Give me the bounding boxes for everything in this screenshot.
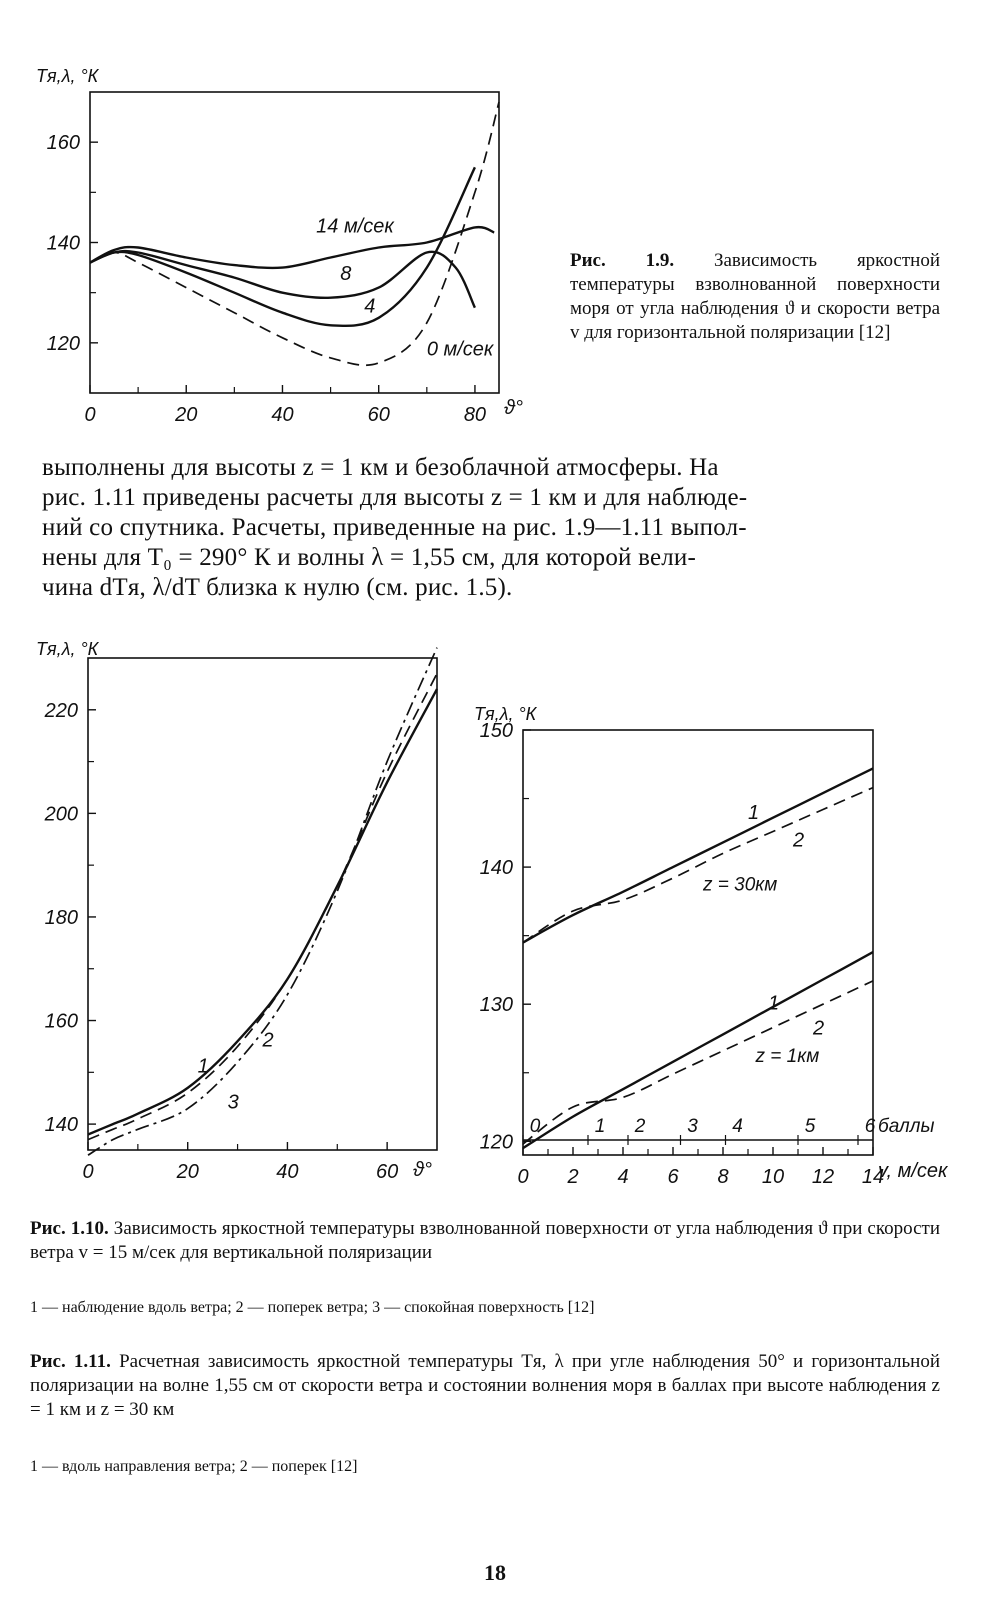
- fig-1-11-caption-number: Рис. 1.11.: [30, 1351, 111, 1372]
- page-number: 18: [484, 1560, 506, 1585]
- y-tick-label: 140: [46, 232, 80, 255]
- x-axis-label: ϑ°: [504, 397, 523, 419]
- x-tick-label: 20: [176, 1161, 199, 1183]
- y-tick-label: 140: [479, 857, 513, 880]
- x-tick-label: 2: [567, 1166, 579, 1188]
- fig-1-9-caption-text: Зависимость яркостной температуры взволнованной поверхности моря от угла наблюдения ϑ и скорости ветра v для горизонтальной поляризации [12]: [570, 250, 940, 343]
- y-tick-label: 120: [46, 332, 80, 355]
- body-line: рис. 1.11 приведены расчеты для высоты z = 1 км и для наблюде-: [42, 484, 748, 511]
- fig-1-10-legend: [30, 1298, 940, 1318]
- y-tick-label: 160: [44, 1010, 78, 1033]
- ball-tick-label: 4: [732, 1116, 743, 1137]
- x-tick-label: 60: [367, 404, 390, 426]
- body-line: выполнены для высоты z = 1 км и безоблачной атмосферы. На: [42, 454, 719, 481]
- series-line-4: [523, 981, 873, 1144]
- series-label: 2: [813, 1017, 825, 1040]
- series-line-3: [523, 952, 873, 1148]
- series-label: 4: [364, 295, 376, 318]
- y-axis-label: Tя,λ, °К: [474, 704, 537, 724]
- x-tick-label: 14: [861, 1166, 885, 1188]
- series-label: 3: [227, 1091, 239, 1114]
- ball-tick-label: 2: [634, 1116, 646, 1137]
- x-tick-label: 12: [811, 1166, 835, 1188]
- fig-1-9-caption-number: Рис. 1.9.: [570, 250, 675, 271]
- fig-1-10-caption-number: Рис. 1.10.: [30, 1218, 109, 1239]
- y-tick-label: 200: [44, 803, 78, 826]
- x-tick-label: 40: [271, 404, 294, 426]
- x-axis-label: ϑ°: [413, 1159, 432, 1181]
- y-tick-label: 160: [46, 132, 80, 155]
- series-label: 14 м/сек: [316, 215, 394, 238]
- y-tick-label: 220: [44, 699, 78, 722]
- y-tick-label: 140: [44, 1114, 78, 1137]
- series-label: 8: [340, 263, 352, 286]
- y-axis-label: Tя,λ, °К: [36, 639, 99, 659]
- ball-tick-label: 5: [804, 1116, 816, 1137]
- fig-1-11-caption-text: Расчетная зависимость яркостной температуры Tя, λ при угле наблюдения 50° и горизонтальной поляризации на волне 1,55 см от скорости ветра и состоянии волнения моря в баллах при высоте наблюдения z = 1 км и z = 30 км: [30, 1351, 940, 1420]
- body-line: нены для T₀ = 290° К и волны λ = 1,55 см, для которой вели-: [42, 544, 697, 571]
- series-label: 2: [793, 829, 805, 852]
- y-tick-label: 150: [479, 720, 513, 742]
- y-tick-label: 180: [44, 906, 78, 929]
- x-tick-label: 4: [617, 1166, 629, 1188]
- fig-1-11-legend: [30, 1457, 940, 1477]
- annotation-z30: z = 30км: [703, 874, 778, 896]
- x-tick-label: 8: [717, 1166, 729, 1188]
- ball-scale-label: баллы: [878, 1116, 935, 1137]
- fig-1-10-legend-text: 1 — наблюдение вдоль ветра; 2 — поперек ветра; 3 — спокойная поверхность [12]: [30, 1299, 595, 1316]
- series-label: 0 м/сек: [426, 338, 494, 361]
- body-line: чина dTя, λ/dT близка к нулю (см. рис. 1.5).: [42, 574, 513, 601]
- ball-tick-label: 1: [594, 1116, 606, 1137]
- series-label: 1: [197, 1055, 209, 1078]
- y-tick-label: 120: [479, 1131, 513, 1154]
- body-line: ний со спутника. Расчеты, приведенные на рис. 1.9—1.11 выпол-: [42, 514, 747, 541]
- series-line-1: [523, 768, 873, 942]
- fig-1-11-caption: [30, 1350, 940, 1422]
- x-tick-label: 0: [84, 404, 96, 426]
- ball-tick-label: 3: [687, 1116, 698, 1137]
- x-tick-label: 20: [175, 404, 198, 426]
- annotation-z1: z = 1км: [755, 1045, 820, 1067]
- x-tick-label: 80: [463, 404, 487, 426]
- x-axis-label: v, м/сек: [878, 1160, 948, 1182]
- fig-1-10-caption: [30, 1217, 940, 1265]
- ball-tick-label: 6: [864, 1116, 876, 1137]
- x-tick-label: 6: [667, 1166, 679, 1188]
- x-tick-label: 10: [761, 1166, 785, 1188]
- series-line-2: [523, 788, 873, 943]
- fig-1-10-caption-text: Зависимость яркостной температуры взволнованной поверхности от угла наблюдения ϑ при скорости ветра v = 15 м/сек для вертикальной поляризации: [30, 1218, 940, 1263]
- x-tick-label: 0: [517, 1166, 529, 1188]
- x-tick-label: 40: [276, 1161, 299, 1183]
- y-axis-label: Tя,λ, °К: [36, 66, 99, 86]
- y-tick-label: 130: [479, 994, 513, 1017]
- series-label: 1: [768, 992, 780, 1015]
- series-label: 1: [748, 802, 760, 825]
- fig-1-11-legend-text: 1 — вдоль направления ветра; 2 — поперек [12]: [30, 1458, 358, 1475]
- x-tick-label: 0: [82, 1161, 94, 1183]
- x-tick-label: 60: [376, 1161, 399, 1183]
- ball-tick-label: 0: [529, 1116, 541, 1137]
- series-label: 2: [262, 1029, 274, 1052]
